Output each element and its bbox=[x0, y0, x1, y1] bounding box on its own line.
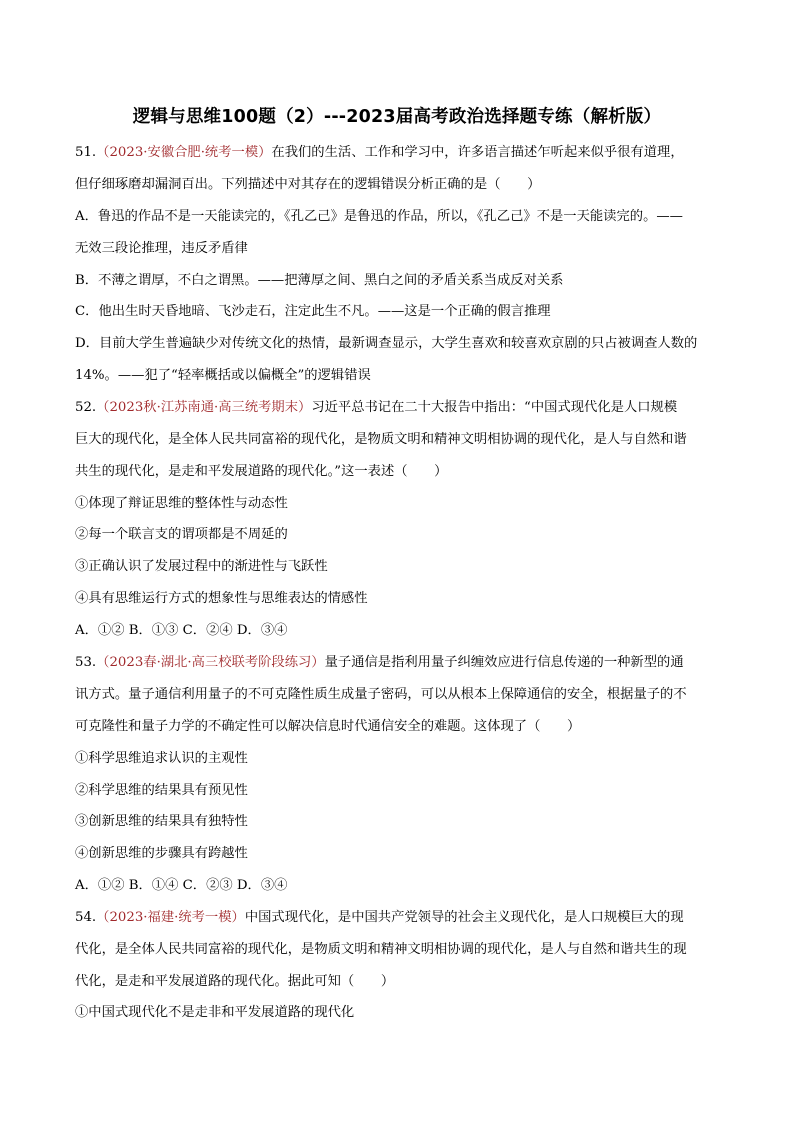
question-source: （2023春·湖北·高三校联考阶段练习） bbox=[96, 655, 325, 670]
question-source: （2023·安徽合肥·统考一模） bbox=[96, 145, 272, 160]
question-number: 53. bbox=[75, 655, 97, 670]
statement-4: ④具有思维运行方式的想象性与思维表达的情感性 bbox=[75, 591, 368, 606]
question-51-line-1 bbox=[75, 145, 730, 161]
question-stem: 习近平总书记在二十大报告中指出：“中国式现代化是人口规模 bbox=[311, 400, 678, 415]
question-source: （2023秋·江苏南通·高三统考期末） bbox=[96, 400, 312, 415]
question-stem: 在我们的生活、工作和学习中，许多语言描述乍听起来似乎很有道理， bbox=[271, 145, 684, 160]
question-stem: 可克隆性和量子力学的不确定性可以解决信息时代通信安全的难题。这体现了（ ） bbox=[75, 719, 581, 734]
question-stem: 巨大的现代化，是全体人民共同富裕的现代化，是物质文明和精神文明相协调的现代化，是人与自然和谐 bbox=[75, 432, 687, 447]
question-53-line-1 bbox=[75, 655, 730, 671]
question-number: 51. bbox=[75, 145, 97, 160]
page-title: 逻辑与思维100题（2）---2023届高考政治选择题专练（解析版） bbox=[132, 107, 662, 127]
statement-1: ①科学思维追求认识的主观性 bbox=[75, 751, 248, 766]
question-stem: 量子通信是指利用量子纠缠效应进行信息传递的一种新型的通 bbox=[324, 655, 684, 670]
question-stem: 共生的现代化，是走和平发展道路的现代化。”这一表述（ ） bbox=[75, 464, 448, 479]
option-d: D．目前大学生普遍缺少对传统文化的热情，最新调查显示，大学生喜欢和较喜欢京剧的只占被调查人数的 bbox=[75, 336, 698, 351]
question-stem: 讯方式。量子通信利用量子的不可克隆性质生成量子密码，可以从根本上保障通信的安全，根据量子的不 bbox=[75, 687, 687, 702]
statement-1: ①中国式现代化不是走非和平发展道路的现代化 bbox=[75, 1005, 355, 1020]
question-source: （2023·福建·统考一模） bbox=[96, 910, 245, 925]
question-54-line-1 bbox=[75, 910, 730, 926]
statement-2: ②每一个联言支的谓项都是不周延的 bbox=[75, 527, 288, 542]
statement-3: ③正确认识了发展过程中的渐进性与飞跃性 bbox=[75, 559, 328, 574]
question-number: 52. bbox=[75, 400, 97, 415]
question-stem: 但仔细琢磨却漏洞百出。下列描述中对其存在的逻辑错误分析正确的是（ ） bbox=[75, 177, 541, 192]
question-stem: 中国式现代化，是中国共产党领导的社会主义现代化，是人口规模巨大的现 bbox=[244, 910, 684, 925]
question-52-line-1 bbox=[75, 400, 730, 416]
option-a: A．鲁迅的作品不是一天能读完的，《孔乙己》是鲁迅的作品，所以，《孔乙己》不是一天能读完的。—— bbox=[75, 209, 683, 224]
statement-3: ③创新思维的结果具有独特性 bbox=[75, 814, 248, 829]
statement-4: ④创新思维的步骤具有跨越性 bbox=[75, 846, 248, 861]
option-d-cont: 14%。——犯了“轻率概括或以偏概全”的逻辑错误 bbox=[75, 368, 371, 383]
answer-options: A．①② B．①④ C．②③ D．③④ bbox=[75, 878, 288, 893]
statement-1: ①体现了辩证思维的整体性与动态性 bbox=[75, 496, 288, 511]
option-b: B．不薄之谓厚，不白之谓黑。——把薄厚之间、黑白之间的矛盾关系当成反对关系 bbox=[75, 273, 564, 288]
question-stem: 代化，是全体人民共同富裕的现代化，是物质文明和精神文明相协调的现代化，是人与自然和谐共生的现 bbox=[75, 942, 687, 957]
statement-2: ②科学思维的结果具有预见性 bbox=[75, 783, 248, 798]
question-stem: 代化，是走和平发展道路的现代化。据此可知（ ） bbox=[75, 974, 395, 989]
answer-options: A．①② B．①③ C．②④ D．③④ bbox=[75, 623, 288, 638]
option-c: C．他出生时天昏地暗、飞沙走石，注定此生不凡。——这是一个正确的假言推理 bbox=[75, 304, 551, 319]
option-a-cont: 无效三段论推理，违反矛盾律 bbox=[75, 241, 248, 256]
question-number: 54. bbox=[75, 910, 97, 925]
